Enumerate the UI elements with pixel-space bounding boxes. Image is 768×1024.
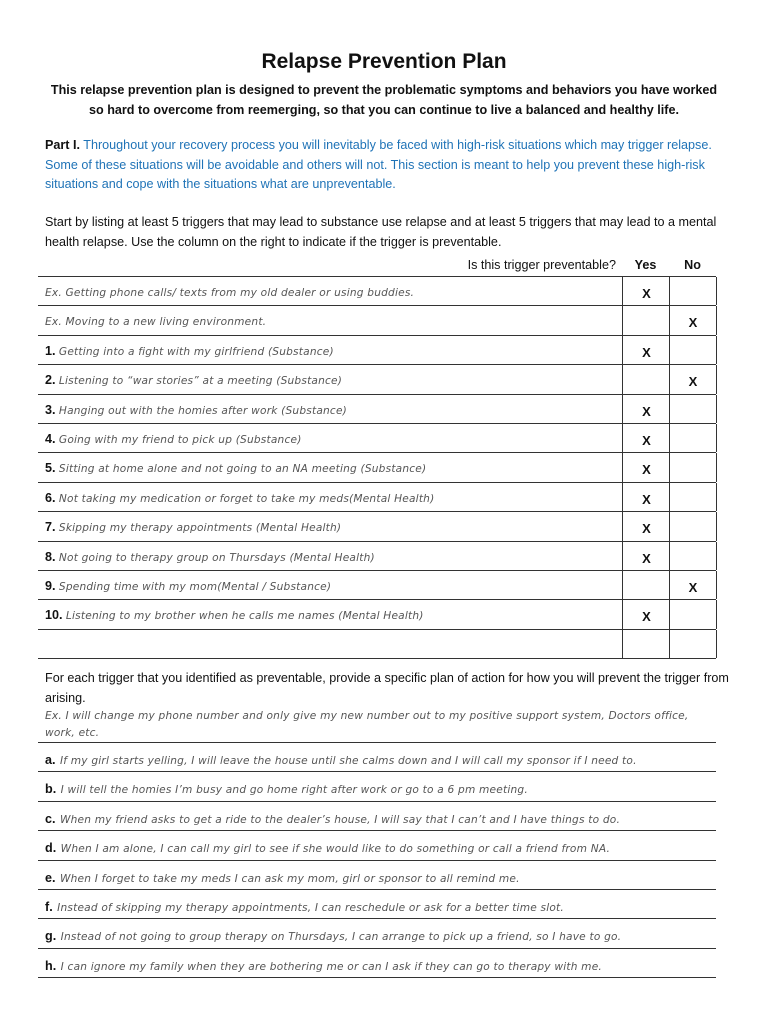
yes-cell[interactable] [622,571,670,599]
trigger-cell[interactable] [38,512,629,540]
trigger-text: Going with my friend to pick up (Substance) [58,433,302,446]
trigger-table [38,276,716,659]
trigger-cell[interactable] [38,483,629,511]
no-cell[interactable] [669,277,717,305]
no-column-header: No [684,258,701,272]
yes-cell[interactable]: X [622,453,670,481]
plan-text: When I am alone, I can call my girl to see if she would like to do something or call a friend from NA. [60,843,611,856]
plan-text: When I forget to take my meds I can ask my mom, girl or sponsor to all remind me. [59,872,520,885]
trigger-cell[interactable] [38,277,629,305]
plan-text: I can ignore my family when they are bothering me or can I ask if they can go to therapy with me. [60,960,602,973]
trigger-row [38,336,716,365]
trigger-text: Ex. Getting phone calls/ texts from my old dealer or using buddies. [45,287,415,299]
part1-paragraph [45,136,725,195]
trigger-row [38,542,716,571]
trigger-row [38,365,716,394]
trigger-cell[interactable] [38,306,629,334]
plan-text: I will tell the homies I’m busy and go home right after work or go to a 6 pm meeting. [60,784,528,797]
trigger-text: Not going to therapy group on Thursdays (Mental Health) [58,551,375,564]
trigger-text: Ex. Moving to a new living environment. [45,316,267,329]
trigger-number: 6. [45,490,56,505]
plan-letter: e. [45,870,56,885]
yes-cell[interactable] [622,365,670,393]
yes-column-header: Yes [634,258,657,272]
no-cell[interactable] [669,336,717,364]
plan-row[interactable] [38,919,716,948]
trigger-text: Spending time with my mom(Mental / Substance) [58,580,332,593]
trigger-number: 10. [45,608,63,623]
trigger-row [38,630,716,659]
plan-row[interactable] [38,831,716,860]
trigger-row [38,453,716,482]
plan-row[interactable] [38,772,716,801]
no-cell[interactable] [669,424,717,452]
start-instructions: Start by listing at least 5 triggers that may lead to substance use relapse and at least 5 triggers that may lead to a mental health relapse. Use the column on the right to indicate if the trigger is preventable. [45,215,717,249]
trigger-number: 2. [45,373,56,388]
plan-letter: a. [45,753,56,767]
trigger-number: 3. [45,402,56,417]
plan-row[interactable] [38,890,716,919]
trigger-text: Sitting at home alone and not going to an NA meeting (Substance) [58,463,427,476]
yes-cell[interactable]: X [622,512,670,540]
part1-text: Throughout your recovery process you will inevitably be faced with high-risk situations which may trigger relapse. Some of these situations will be avoidable and others will not. This section is meant to help you prevent these high-risk situations and cope with the situations what are unpreventable. [45,138,712,191]
plan-text: Instead of skipping my therapy appointments, I can reschedule or ask for a better time slot. [57,901,564,914]
plan-letter: h. [45,958,57,973]
plan-row[interactable] [38,802,716,831]
trigger-number: 4. [45,431,56,446]
plan-letter: d. [45,841,57,856]
yes-cell[interactable]: X [622,542,670,570]
no-cell[interactable] [669,512,717,540]
trigger-row [38,424,716,453]
yes-cell[interactable]: X [622,336,670,364]
yes-cell[interactable] [622,306,670,334]
yes-cell[interactable] [622,630,670,658]
trigger-row [38,395,716,424]
no-cell[interactable] [669,395,717,423]
trigger-cell[interactable] [38,453,629,481]
no-cell[interactable] [669,453,717,481]
trigger-cell[interactable] [38,365,629,393]
trigger-text: Skipping my therapy appointments (Mental Health) [58,522,342,535]
trigger-row [38,277,716,306]
plan-example: Ex. I will change my phone number and only give my new number out to my positive support system, Doctors office, work, etc. [45,710,689,739]
trigger-number: 1. [45,343,56,358]
trigger-text: Getting into a fight with my girlfriend (Substance) [58,345,334,358]
trigger-text: Listening to my brother when he calls me names (Mental Health) [65,610,424,623]
yes-cell[interactable]: X [622,395,670,423]
intro-paragraph: This relapse prevention plan is designed to prevent the problematic symptoms and behaviors you have worked so hard to overcome from reemerging, so that you can continue to live a balanced and healthy life. [50,83,718,117]
no-cell[interactable]: X [669,365,717,393]
yes-cell[interactable]: X [622,277,670,305]
trigger-cell[interactable] [38,336,629,364]
trigger-number: 7. [45,520,56,535]
plan-letter: g. [45,929,57,944]
trigger-cell[interactable] [38,424,629,452]
yes-cell[interactable]: X [622,600,670,628]
trigger-cell[interactable] [38,600,629,628]
trigger-row [38,512,716,541]
trigger-row [38,306,716,335]
trigger-cell[interactable] [38,630,629,658]
preventable-question-header: Is this trigger preventable? [467,258,616,272]
action-plan-list [38,742,716,978]
trigger-cell[interactable] [38,542,629,570]
plan-row[interactable] [38,861,716,890]
part1-label: Part I. [45,138,80,152]
plan-text: When my friend asks to get a ride to the dealer’s house, I will say that I can’t and I have things to do. [59,813,621,826]
yes-cell[interactable]: X [622,424,670,452]
trigger-row [38,600,716,629]
no-cell[interactable]: X [669,306,717,334]
no-cell[interactable] [669,600,717,628]
plan-letter: c. [45,811,56,826]
no-cell[interactable] [669,542,717,570]
trigger-row [38,483,716,512]
plan-text: If my girl starts yelling, I will leave the house until she calms down and I will call my sponsor if I need to. [59,755,637,767]
plan-row[interactable] [38,949,716,978]
trigger-text: Not taking my medication or forget to take my meds(Mental Health) [58,492,435,505]
plan-row[interactable] [38,743,716,772]
plan-instructions: For each trigger that you identified as preventable, provide a specific plan of action for how you will prevent the trigger from arising. [45,671,729,705]
trigger-row [38,571,716,600]
trigger-text: Listening to “war stories” at a meeting (Substance) [58,375,343,388]
trigger-number: 5. [45,461,56,476]
no-cell[interactable] [669,630,717,658]
page-title: Relapse Prevention Plan [261,50,507,73]
plan-letter: b. [45,782,57,797]
trigger-number: 8. [45,549,56,564]
trigger-cell[interactable] [38,395,629,423]
trigger-number: 9. [45,578,56,593]
plan-text: Instead of not going to group therapy on Thursdays, I can arrange to pick up a friend, so I have to go. [60,931,622,944]
trigger-cell[interactable] [38,571,629,599]
no-cell[interactable]: X [669,571,717,599]
yes-cell[interactable]: X [622,483,670,511]
trigger-text: Hanging out with the homies after work (Substance) [58,404,347,417]
no-cell[interactable] [669,483,717,511]
plan-letter: f. [45,899,53,914]
